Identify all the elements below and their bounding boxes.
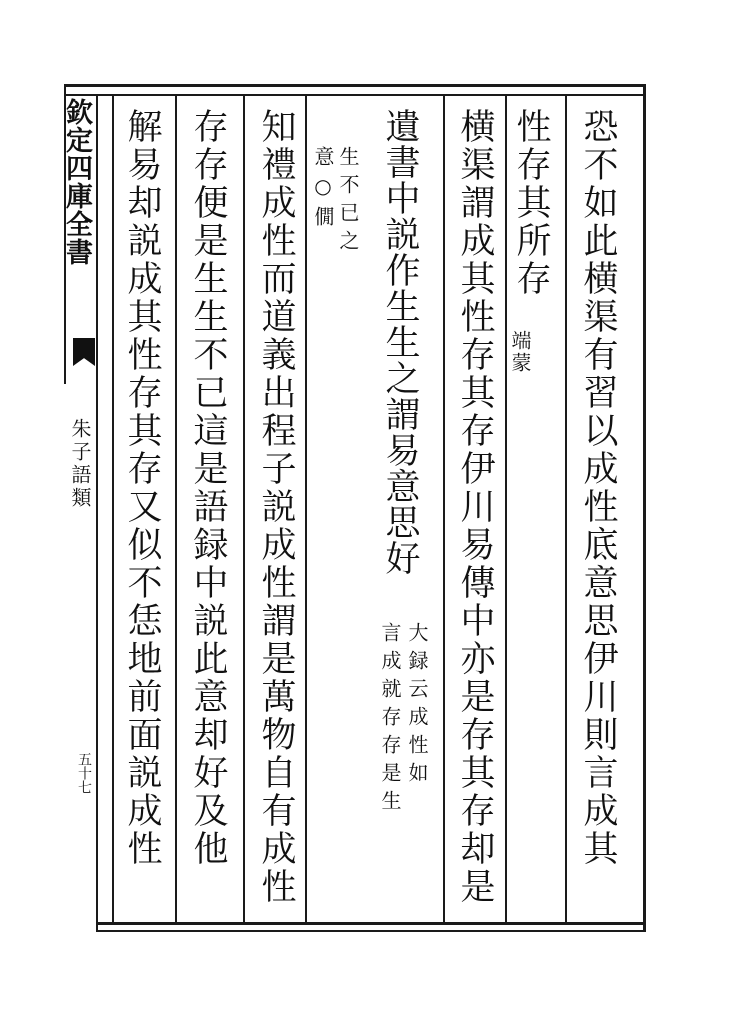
column-divider bbox=[505, 96, 507, 922]
annotation-left: 言成就存存是生 bbox=[378, 622, 402, 818]
attribution-note: 端蒙 bbox=[508, 330, 532, 374]
frame-bottom-rule bbox=[96, 922, 646, 925]
column-divider bbox=[112, 96, 114, 922]
column-divider bbox=[565, 96, 567, 922]
annotation-cont-right: 生不已之 bbox=[336, 146, 360, 258]
frame-right-rule bbox=[643, 84, 646, 932]
series-title: 欽定四庫全書 bbox=[61, 98, 92, 266]
text-column-1: 恐不如此横渠有習以成性底意思伊川則言成其 bbox=[578, 108, 618, 868]
page-number: 五十七 bbox=[76, 752, 92, 794]
gutter-divider bbox=[96, 94, 98, 932]
text-column-4: 遺書中説作生生之謂易意思好 bbox=[380, 108, 420, 576]
column-divider bbox=[305, 96, 307, 922]
annotation-right: 大録云成性如 bbox=[405, 622, 429, 790]
column-divider bbox=[243, 96, 245, 922]
frame-top-inner-rule bbox=[64, 94, 646, 96]
column-divider bbox=[443, 96, 445, 922]
text-column-7: 存存便是生生不已這是語録中説此意却好及他 bbox=[188, 108, 228, 868]
column-divider bbox=[175, 96, 177, 922]
text-column-8: 解易却説成其性存其存又似不恁地前面説成性 bbox=[122, 108, 162, 868]
fishtail-mark-icon bbox=[73, 338, 95, 366]
book-title: 朱子語類 bbox=[68, 418, 92, 510]
text-column-6: 知禮成性而道義出程子説成性謂是萬物自有成性 bbox=[256, 108, 296, 906]
frame-bottom-inner-rule bbox=[96, 930, 646, 932]
annotation-cont-left: 意○僩 bbox=[311, 146, 335, 234]
text-column-2: 性存其所存 bbox=[511, 108, 551, 298]
frame-top-rule bbox=[64, 84, 646, 87]
text-column-3: 横渠謂成其性存其存伊川易傳中亦是存其存却是 bbox=[455, 108, 495, 906]
